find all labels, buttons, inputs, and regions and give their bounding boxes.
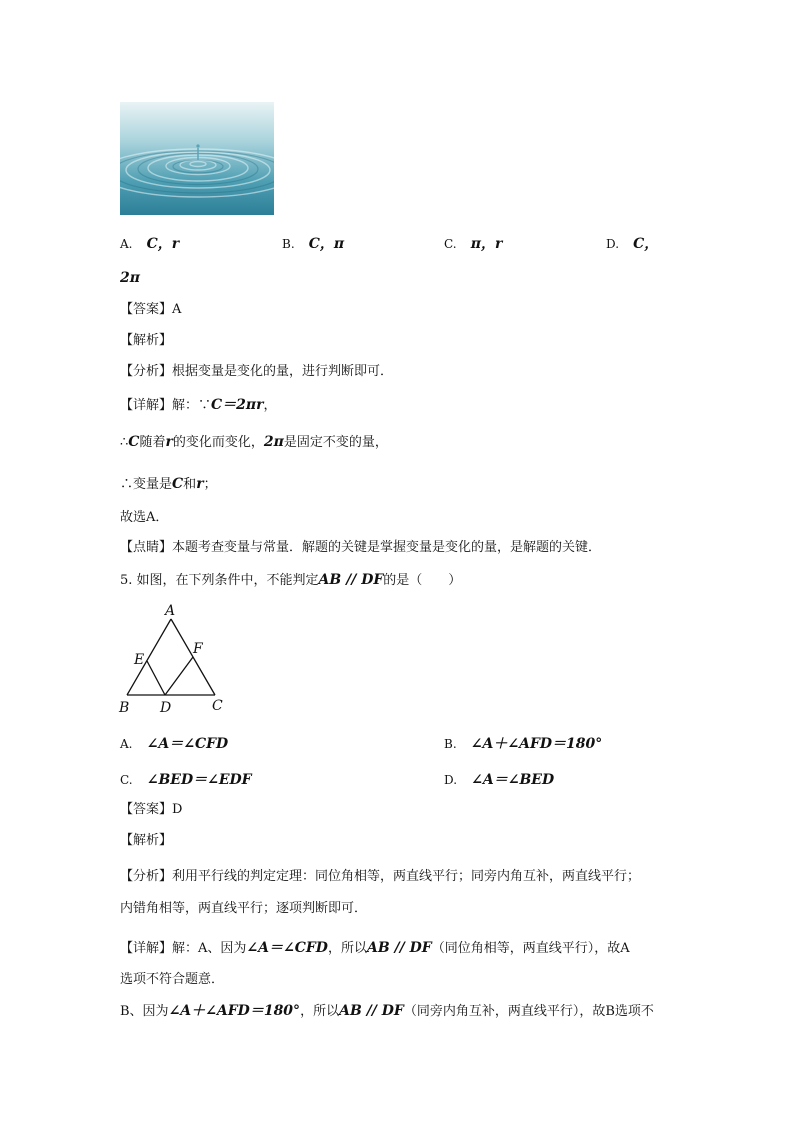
q4-answer: 【答案】A <box>120 302 182 317</box>
q5-xj2-formula1: ∠A＋∠AFD＝180° <box>168 1003 301 1019</box>
q4-option-c-text: π，r <box>470 236 503 252</box>
q5-xj1-text2: ，所以 <box>327 941 367 956</box>
q4-option-a-text: C，r <box>146 236 180 252</box>
q5-jiexi: 【解析】 <box>120 833 173 848</box>
q4-option-b-text: C，π <box>308 236 345 252</box>
q4-line3-var-r: r <box>196 476 204 492</box>
figure-label-f: F <box>193 641 203 657</box>
q4-line2-therefore: ∴ <box>120 435 129 450</box>
q5-xj2-formula2: AB // DF <box>339 1003 404 1019</box>
q5-xiangjie-line2: 选项不符合题意． <box>120 972 225 987</box>
q4-line3 <box>120 474 217 495</box>
q4-line3-text1: ∴变量是 <box>120 477 173 492</box>
q5-option-d-text: ∠A＝∠BED <box>471 772 555 788</box>
q4-option-a-letter: A. <box>120 237 133 251</box>
figure-label-d: D <box>160 700 172 716</box>
q5-xiangjie-line1 <box>120 938 630 959</box>
q4-option-d-text: C， <box>633 236 659 252</box>
q4-option-c-letter: C. <box>444 237 457 251</box>
q4-guxuan: 故选A． <box>120 510 169 525</box>
q5-option-b <box>444 734 602 755</box>
water-ripple-image <box>120 102 274 215</box>
q4-line2-var-c: C <box>128 434 140 450</box>
q5-option-c-letter: C. <box>120 773 133 787</box>
q5-option-b-letter: B. <box>444 737 457 751</box>
q5-option-a <box>120 734 228 755</box>
q4-option-d-cont: 2π <box>120 270 140 286</box>
q5-fenxi-line2: 内错角相等，两直线平行；逐项判断即可． <box>120 901 368 916</box>
q4-line2-var-r: r <box>165 434 173 450</box>
figure-label-a: A <box>165 603 176 619</box>
q4-xiangjie-prefix: 【详解】解：∵ <box>120 398 212 413</box>
triangle-figure <box>118 600 228 718</box>
q5-xj1-formula1: ∠A＝∠CFD <box>246 940 328 956</box>
q5-stem-text1: 5. 如图，在下列条件中，不能判定 <box>120 573 319 588</box>
q5-xj1-text3: （同位角相等，两直线平行），故A <box>431 941 630 956</box>
q4-option-a <box>120 234 179 255</box>
q5-stem <box>120 570 461 591</box>
q5-xj2-text3: （同旁内角互补，两直线平行），故B选项不 <box>403 1004 654 1019</box>
q4-line3-text3: ； <box>203 477 217 492</box>
q4-line2-const: 2π <box>263 434 284 450</box>
q5-xj1-text1: 【详解】解：A、因为 <box>120 941 247 956</box>
q5-fenxi-line1: 【分析】利用平行线的判定定理：同位角相等，两直线平行；同旁内角互补，两直线平行； <box>120 869 641 884</box>
q4-line2 <box>120 432 388 453</box>
q4-line2-text3: 是固定不变的量， <box>283 435 388 450</box>
q5-answer: 【答案】D <box>120 802 183 817</box>
q4-xiangjie <box>120 395 277 416</box>
q5-option-c <box>120 770 252 791</box>
q4-option-b <box>282 234 344 255</box>
q4-option-b-letter: B. <box>282 237 295 251</box>
q5-stem-text2: 的是（ ） <box>383 573 462 588</box>
q5-xj2-text2: ，所以 <box>300 1004 340 1019</box>
q5-xj2-text1: B、因为 <box>120 1004 169 1019</box>
q5-option-b-text: ∠A＋∠AFD＝180° <box>470 736 603 752</box>
q4-line3-var-c: C <box>172 476 184 492</box>
q5-option-c-text: ∠BED＝∠EDF <box>146 772 252 788</box>
q4-line2-text1: 随着 <box>139 435 166 450</box>
q4-option-d-letter: D. <box>606 237 620 251</box>
q5-xj1-formula2: AB // DF <box>366 940 432 956</box>
q4-xiangjie-formula: C＝2πr <box>211 397 264 413</box>
q5-option-a-text: ∠A＝∠CFD <box>146 736 229 752</box>
q5-option-a-letter: A. <box>120 737 133 751</box>
figure-label-c: C <box>212 698 223 714</box>
q4-option-c <box>444 234 502 255</box>
q4-option-d <box>606 234 658 255</box>
figure-label-e: E <box>134 652 145 668</box>
q5-option-d <box>444 770 554 791</box>
q5-stem-formula: AB // DF <box>318 572 384 588</box>
q4-line3-text2: 和 <box>183 477 197 492</box>
q4-fenxi: 【分析】根据变量是变化的量，进行判断即可． <box>120 364 394 379</box>
q4-xiangjie-suffix: ， <box>263 398 277 413</box>
q4-dianjing: 【点睛】本题考查变量与常量．解题的关键是掌握变量是变化的量，是解题的关键． <box>120 540 602 555</box>
q5-option-d-letter: D. <box>444 773 458 787</box>
q4-line2-text2: 的变化而变化， <box>172 435 264 450</box>
q4-jiexi: 【解析】 <box>120 333 173 348</box>
q5-xiangjie-line3 <box>120 1001 654 1022</box>
figure-label-b: B <box>119 700 130 716</box>
